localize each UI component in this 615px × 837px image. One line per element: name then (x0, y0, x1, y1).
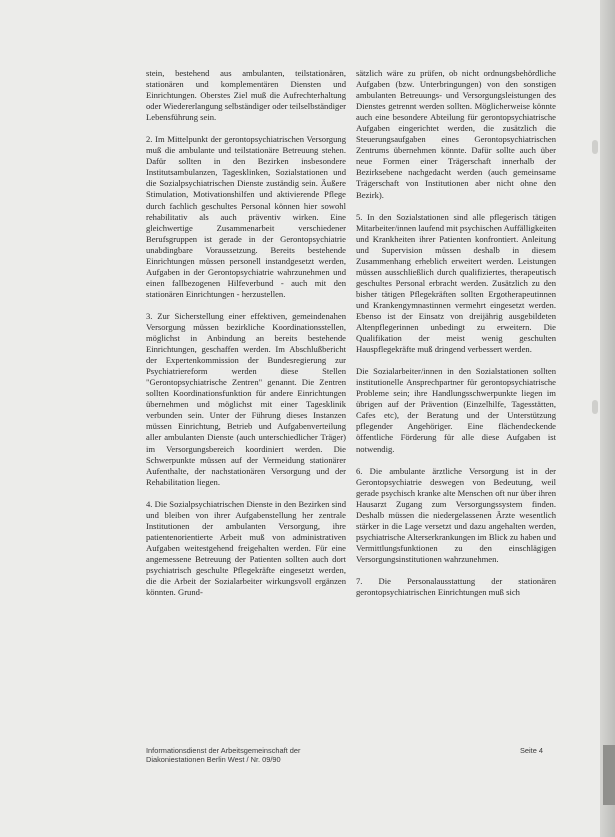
footer-publication (146, 746, 396, 765)
paragraph: 2. Im Mittelpunkt der gerontopsychiatrischen Versorgung muß die ambulante und teilstationäre Betreuung stehen. Dafür sollten in den Bezirken insbesondere Institutsambulanzen, Tagesklinken, Sozialstationen und die Sozialpsychiatrischen Dienste zuständig sein. Äußere Stimulation, Motivationshilfen und aktivierende Pflege durch fachlich geschultes Personal können hier sowohl rehabilitativ als auch präventiv wirken. Eine gleichwertige Zusammenarbeit verschiedener Berufsgruppen ist gerade in der Gerontopsychiatrie unabdingbare Voraussetzung. Bereits bestehende Einrichtungen müssen personell instandgesetzt werden, Aufgaben in der Gerontopsychiatrie wahrzunehmen und einen fallbezogenen Hilfeverbund - auch mit den stationären Einrichtungen - herzustellen. (146, 134, 346, 299)
paragraph: Die Sozialarbeiter/innen in den Sozialstationen sollten institutionelle Ansprechpartner für gerontopsychiatrische Probleme sein; ihre Handlungsschwerpunkte liegen im übrigen auf der Prävention (Einzelhilfe, Tagesstätten, Cafes etc), der Beratung und der Unterstützung pflegender Angehöriger. Eine flächendeckende öffentliche Förderung für alle diese Aufgaben ist notwendig. (356, 366, 556, 454)
paragraph: stein, bestehend aus ambulanten, teilstationären, stationären und komplementären Diensten und Einrichtungen. Oberstes Ziel muß die Aufrechterhaltung oder Wiedererlangung selbständiger oder teilselbständiger Lebensführung sein. (146, 68, 346, 123)
page-number: Seite 4 (520, 746, 544, 755)
page-tab-marker (603, 745, 615, 805)
paragraph: sätzlich wäre zu prüfen, ob nicht ordnungsbehördliche Aufgaben (bzw. Unterbringungen) von den sonstigen ambulanten Betreuungs- und Versorgungsleistungen des Dienstes getrennt werden sollten. Möglicherweise könnte auch eine besondere Abteilung für gerontopsychiatrische Aufgaben eingerichtet werden, die zusätzlich die Steuerungsaufgaben eines Gerontopsychiatrischen Zentrums übernehmen könnte. Dafür sollte auch über neue Formen einer Trägerschaft innerhalb der Bezirksebene nachgedacht werden (auch gemeinsame Trägerschaft von Institutionen aber nicht ohne den Bezirk). (356, 68, 556, 200)
right-column (356, 68, 556, 609)
footer-line: Diakoniestationen Berlin West / Nr. 09/90 (146, 755, 281, 765)
paragraph: 5. In den Sozialstationen sind alle pflegerisch tätigen Mitarbeiter/innen laufend mit psychischen Auffälligkeiten und Krankheiten ihrer Patienten konfrontiert. Anleitung und Supervision müssen deshalb in diesem Zusammenhang erheblich erweitert werden. Leistungen müssen ausschließlich durch qualifiziertes, therapeutisch geschultes Personal erbracht werden. Zusätzlich zu den bisher tätigen Pflegekräften sollten Ergotherapeutinnen und Krankengymnastinnen vermehrt eingesetzt werden. Ebenso ist der Einsatz von dreijährig ausgebildeten Altenpflegerinnen unbedingt zu erweitern. Die Qualifikation der meist wenig geschulten Hauspflegekräfte muß dringend verbessert werden. (356, 211, 556, 355)
punch-hole-mark (592, 400, 598, 414)
paragraph: 6. Die ambulante ärztliche Versorgung ist in der Gerontopsychiatrie deswegen von Bedeutung, weil gerade psychisch kranke alte Menschen oft nur über ihren Hausarzt Zugang zum Versorgungssystem finden. Deshalb müssen die niedergelassenen Ärzte wesentlich stärker in die Lage versetzt und dazu angehalten werden, psychiatrische Alterserkrankungen im Blick zu haben und Vermittlungsfunktionen zu den einschlägigen Versorgungsinstitutionen wahrzunehmen. (356, 465, 556, 564)
left-column (146, 68, 346, 609)
paragraph: 4. Die Sozialpsychiatrischen Dienste in den Bezirken sind und bleiben von ihrer Aufgabenstellung her zentrale Institutionen der ambulanten Versorgung, ihre patientenorientierte Arbeit muß von administrativen Aufgaben weitestgehend freigehalten werden. Für eine angemessene Betreuung der Patienten sollten auch dort psychiatrisch geschulte Pflegekräfte eingesetzt werden, die die Arbeit der Sozialarbeiter wirkungsvoll ergänzen könnten. Grund- (146, 498, 346, 598)
paragraph: 7. Die Personalausstattung der stationären gerontopsychiatrischen Einrichtungen muß sich (356, 575, 556, 598)
footer-line: Informationsdienst der Arbeitsgemeinschaft der (146, 746, 301, 755)
scan-edge (600, 0, 615, 837)
paragraph: 3. Zur Sicherstellung einer effektiven, gemeindenahen Versorgung müssen bezirkliche Koordinationsstellen, möglichst in Anbindung an bereits bestehende Einrichtungen, geschaffen werden. Im Abschlußbericht der Expertenkommission der Bundesregierung zur Psychiatriereform werden diese Stellen "Gerontopsychiatrische Zentren" genannt. Die Zentren sollten Koordinationsfunktion für andere Einrichtungen übernehmen und möglichst mit einer Tagesklinik verbunden sein. Unter der Führung dieses Instanzen müssen Einrichtung, Betrieb und Aufgabenverteilung aller ambulanten Dienste (auch unterschiedlicher Träger) im Versorgungsbereich koordiniert werden. Die Schwerpunkte müssen auf der Vermeidung stationärer Aufenthalte, der nachstationären Versorgung und der Rehabilitation liegen. (146, 310, 346, 487)
punch-hole-mark (592, 140, 598, 154)
